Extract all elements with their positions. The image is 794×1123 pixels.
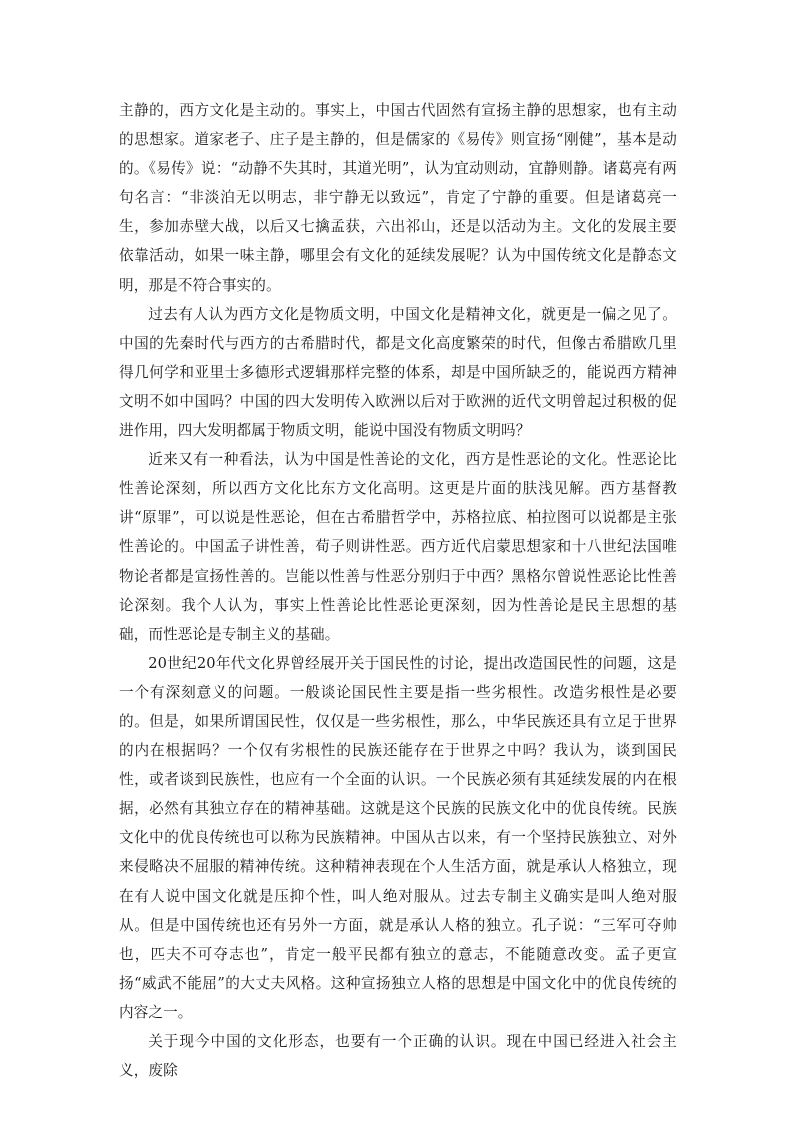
paragraph-continuation: 主静的，西方文化是主动的。事实上，中国古代固然有宣扬主静的思想家，也有主动的思想家。道家老子、庄子是主静的，但是儒家的《易传》则宣扬“刚健”，基本是动的。《易传》说：“动静不失其时，其道光明”，认为宜动则动，宜静则静。诸葛亮有两句名言：“非淡泊无以明志，非宁静无以致远”，肯定了宁静的重要。但是诸葛亮一生，参加赤壁大战，以后又七擒孟获，六出祁山，还是以活动为主。文化的发展主要依靠活动，如果一味主静，哪里会有文化的延续发展呢？认为中国传统文化是静态文明，那是不符合事实的。 xyxy=(119,102,677,294)
document-body xyxy=(119,96,677,1085)
paragraph: 近来又有一种看法，认为中国是性善论的文化，西方是性恶论的文化。性恶论比性善论深刻，所以西方文化比东方文化高明。这更是片面的肤浅见解。西方基督教讲“原罪”，可以说是性恶论，但在古希腊哲学中，苏格拉底、柏拉图可以说都是主张性善论的。中国孟子讲性善，荀子则讲性恶。西方近代启蒙思想家和十八世纪法国唯物论者都是宣扬性善的。岂能以性善与性恶分别归于中西？黑格尔曾说性恶论比性善论深刻。我个人认为，事实上性善论比性恶论更深刻，因为性善论是民主思想的基础，而性恶论是专制主义的基础。 xyxy=(119,451,677,643)
paragraph: 关于现今中国的文化形态，也要有一个正确的认识。现在中国已经进入社会主义，废除 xyxy=(119,1033,677,1080)
paragraph: 20世纪20年代文化界曾经展开关于国民性的讨论，提出改造国民性的问题，这是一个有深刻意义的问题。一般谈论国民性主要是指一些劣根性。改造劣根性是必要的。但是，如果所谓国民性，仅仅是一些劣根性，那么，中华民族还具有立足于世界的内在根据吗？一个仅有劣根性的民族还能存在于世界之中吗？我认为，谈到国民性，或者谈到民族性，也应有一个全面的认识。一个民族必须有其延续发展的内在根据，必然有其独立存在的精神基础。这就是这个民族的民族文化中的优良传统。民族文化中的优良传统也可以称为民族精神。中国从古以来，有一个坚持民族独立、对外来侵略决不屈服的精神传统。这种精神表现在个人生活方面，就是承认人格独立，现在有人说中国文化就是压抑个性，叫人绝对服从。过去专制主义确实是叫人绝对服从。但是中国传统也还有另外一方面，就是承认人格的独立。孔子说：“三军可夺帅也，匹夫不可夺志也”，肯定一般平民都有独立的意志，不能随意改变。孟子更宣扬“威武不能屈”的大丈夫风格。这种宣扬独立人格的思想是中国文化中的优良传统的内容之一。 xyxy=(119,654,677,1021)
paragraph: 过去有人认为西方文化是物质文明，中国文化是精神文化，就更是一偏之见了。中国的先秦时代与西方的古希腊时代，都是文化高度繁荣的时代，但像古希腊欧几里得几何学和亚里士多德形式逻辑那样完整的体系，却是中国所缺乏的，能说西方精神文明不如中国吗？中国的四大发明传入欧洲以后对于欧洲的近代文明曾起过积极的促进作用，四大发明都属于物质文明，能说中国没有物质文明吗？ xyxy=(119,305,677,440)
